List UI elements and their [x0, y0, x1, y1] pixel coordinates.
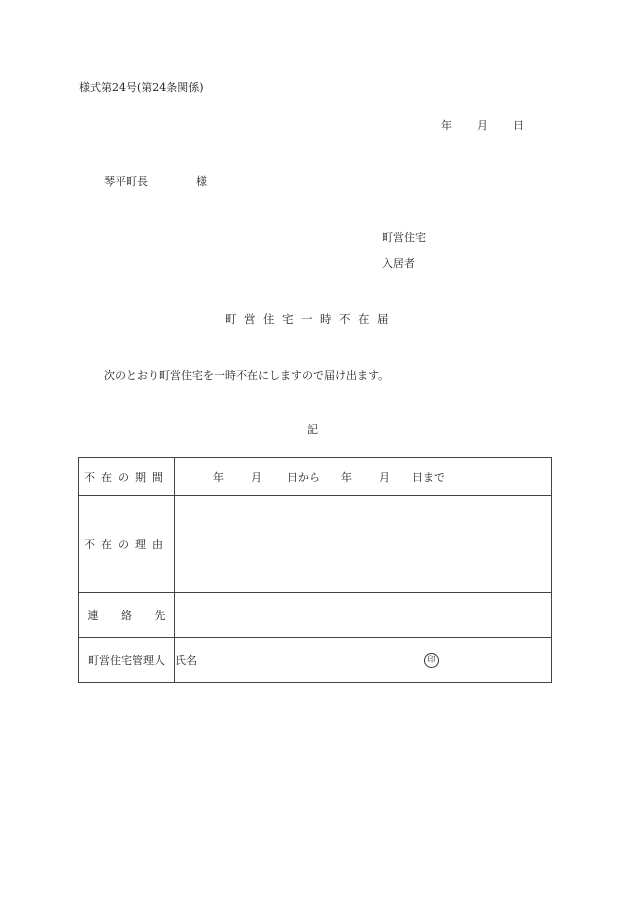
addressee-name: 琴平町長: [104, 175, 148, 188]
label-period-cell: [79, 458, 175, 496]
table-row-reason: [79, 496, 552, 593]
period-day1: 日から: [287, 470, 320, 484]
period-year1: 年: [213, 470, 224, 484]
contact-field[interactable]: [175, 593, 552, 638]
period-value: [175, 469, 551, 485]
applicant-org: 町営住宅: [382, 231, 426, 244]
label-contact-char-3: 先: [154, 609, 166, 622]
label-reason-cell: [79, 496, 175, 593]
name-label: 氏名: [175, 654, 197, 667]
label-contact-cell: [79, 593, 175, 638]
form-table: [78, 457, 552, 683]
table-row-period: [79, 458, 552, 496]
date-day: 日: [513, 119, 524, 132]
addressee-honorific: 様: [196, 175, 207, 188]
label-contact-char-2: 絡: [121, 609, 132, 622]
period-month1: 月: [251, 470, 262, 484]
table-row-manager: [79, 638, 552, 683]
label-contact-char-1: 連: [87, 609, 99, 622]
period-day2: 日まで: [412, 470, 445, 484]
applicant-role: 入居者: [382, 257, 415, 270]
label-period: 不在の期間: [84, 470, 169, 484]
label-manager-cell: [79, 638, 175, 683]
addressee: [104, 175, 207, 189]
ki-heading: 記: [307, 423, 318, 436]
intro-text: 次のとおり町営住宅を一時不在にしますので届け出ます。: [104, 369, 390, 382]
period-year2: 年: [341, 470, 352, 484]
table-row-contact: [79, 593, 552, 638]
label-contact: [88, 607, 166, 623]
document-title: 町営住宅一時不在届: [225, 312, 396, 326]
period-month2: 月: [379, 470, 390, 484]
label-manager: 町営住宅管理人: [88, 654, 165, 667]
period-field[interactable]: [175, 458, 552, 496]
manager-field[interactable]: [175, 638, 552, 683]
form-number: 様式第24号(第24条関係): [79, 81, 204, 94]
seal-icon: 印: [424, 653, 439, 668]
date-month: 月: [477, 119, 488, 132]
label-reason: 不在の理由: [84, 538, 169, 551]
date-year: 年: [441, 119, 452, 132]
reason-field[interactable]: [175, 496, 552, 593]
manager-name-row: [175, 652, 551, 668]
date-line: [441, 119, 524, 133]
